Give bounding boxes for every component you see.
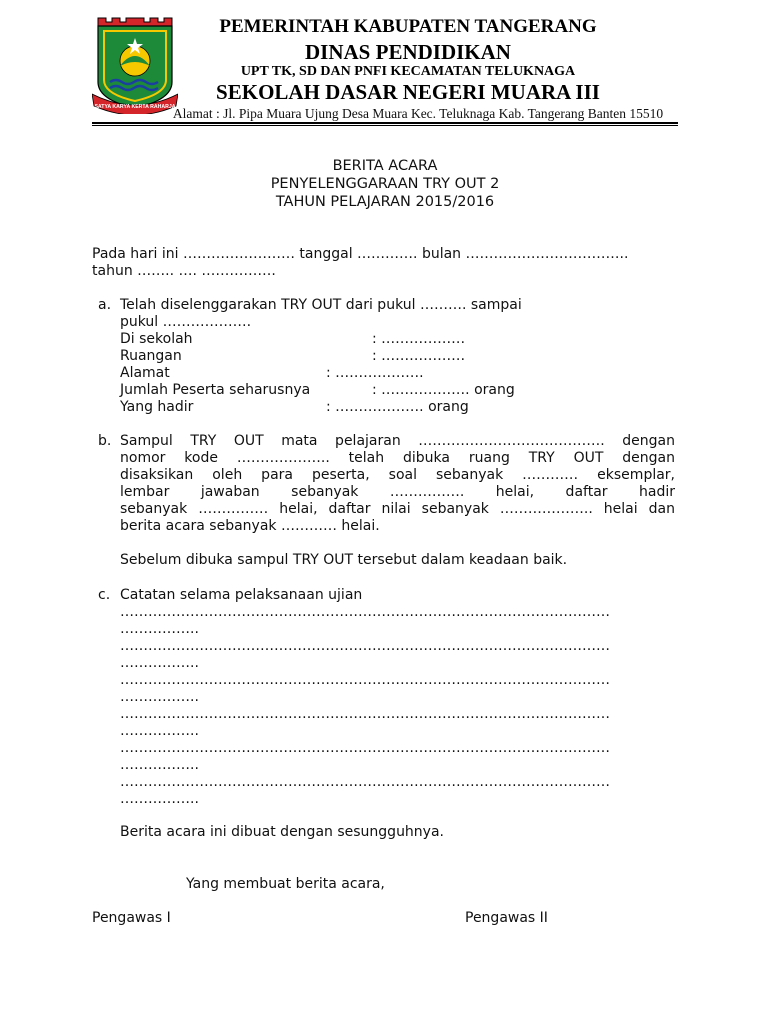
svg-text:SATYA KARYA KERTA RAHARJA: SATYA KARYA KERTA RAHARJA bbox=[94, 104, 176, 110]
notes-line-short: …………….. bbox=[120, 689, 199, 705]
section-b-line-5: sebanyak …………… helai, daftar nilai sebanyak ……………….. helai dan bbox=[120, 501, 675, 517]
letterhead-department: DINAS PENDIDIKAN bbox=[305, 40, 511, 64]
section-a-marker: a. bbox=[98, 297, 112, 313]
signature-proctor-1: Pengawas I bbox=[92, 910, 171, 926]
doc-title: BERITA ACARA bbox=[332, 158, 438, 174]
section-b-line-1: Sampul TRY OUT mata pelajaran …………………………………. dengan bbox=[120, 433, 675, 449]
field-value-room: : ……………… bbox=[372, 348, 466, 364]
notes-line-long: …………………………………………………………………………………………… bbox=[120, 706, 610, 722]
section-b-line-2: nomor kode ……………….. telah dibuka ruang TRY OUT dengan bbox=[120, 450, 675, 466]
section-b-line-3: disaksikan oleh para peserta, soal sebanyak ………… eksemplar, bbox=[120, 467, 675, 483]
doc-subtitle: PENYELENGGARAAN TRY OUT 2 bbox=[270, 176, 500, 192]
field-value-attendees: : ………………. orang bbox=[326, 399, 469, 415]
notes-line-long: …………………………………………………………………………………………… bbox=[120, 740, 610, 756]
letterhead-school: SEKOLAH DASAR NEGERI MUARA III bbox=[216, 80, 600, 104]
section-a-line-2: pukul ………………. bbox=[120, 314, 252, 330]
section-c-heading: Catatan selama pelaksanaan ujian bbox=[120, 587, 363, 603]
notes-line-long: …………………………………………………………………………………………… bbox=[120, 672, 610, 688]
field-value-school: : ……………… bbox=[372, 331, 466, 347]
intro-line-1: Pada hari ini …………………… tanggal …………. bulan …………………………….. bbox=[92, 246, 629, 262]
notes-line-short: …………….. bbox=[120, 621, 199, 637]
letterhead-address: Alamat : Jl. Pipa Muara Ujung Desa Muara Kec. Teluknaga Kab. Tangerang Banten 15510 bbox=[172, 106, 664, 121]
field-label-school: Di sekolah bbox=[120, 331, 193, 347]
notes-line-long: …………………………………………………………………………………………… bbox=[120, 604, 610, 620]
notes-line-short: …………….. bbox=[120, 757, 199, 773]
intro-line-2: tahun …….. …. ……………. bbox=[92, 263, 276, 279]
letterhead-rule-thin bbox=[92, 125, 678, 126]
field-label-room: Ruangan bbox=[120, 348, 182, 364]
field-label-expected-participants: Jumlah Peserta seharusnya bbox=[120, 382, 311, 398]
section-b-marker: b. bbox=[98, 433, 112, 449]
section-b-line-6: berita acara sebanyak ………… helai. bbox=[120, 518, 380, 534]
notes-line-short: …………….. bbox=[120, 655, 199, 671]
closing-statement: Berita acara ini dibuat dengan sesungguhnya. bbox=[120, 824, 444, 840]
section-b-note: Sebelum dibuka sampul TRY OUT tersebut dalam keadaan baik. bbox=[120, 552, 568, 568]
notes-line-long: …………………………………………………………………………………………… bbox=[120, 774, 610, 790]
letterhead-rule-thick bbox=[92, 122, 678, 124]
field-label-address: Alamat bbox=[120, 365, 170, 381]
signature-maker: Yang membuat berita acara, bbox=[186, 876, 385, 892]
section-c-marker: c. bbox=[98, 587, 111, 603]
letterhead-unit: UPT TK, SD DAN PNFI KECAMATAN TELUKNAGA bbox=[240, 64, 576, 79]
signature-proctor-2: Pengawas II bbox=[465, 910, 548, 926]
notes-line-long: …………………………………………………………………………………………… bbox=[120, 638, 610, 654]
letterhead-government: PEMERINTAH KABUPATEN TANGERANG bbox=[219, 16, 597, 37]
field-value-expected-participants: : ………………. orang bbox=[372, 382, 515, 398]
field-value-address: : ………………. bbox=[326, 365, 424, 381]
section-a-line-1: Telah diselenggarakan TRY OUT dari pukul ………. sampai bbox=[120, 297, 522, 313]
notes-line-short: …………….. bbox=[120, 723, 199, 739]
section-b-line-4: lembar jawaban sebanyak ……………. helai, daftar hadir bbox=[120, 484, 675, 500]
doc-year: TAHUN PELAJARAN 2015/2016 bbox=[275, 194, 495, 210]
field-label-attendees: Yang hadir bbox=[120, 399, 194, 415]
notes-line-short: …………….. bbox=[120, 791, 199, 807]
regency-emblem-logo bbox=[92, 16, 178, 114]
